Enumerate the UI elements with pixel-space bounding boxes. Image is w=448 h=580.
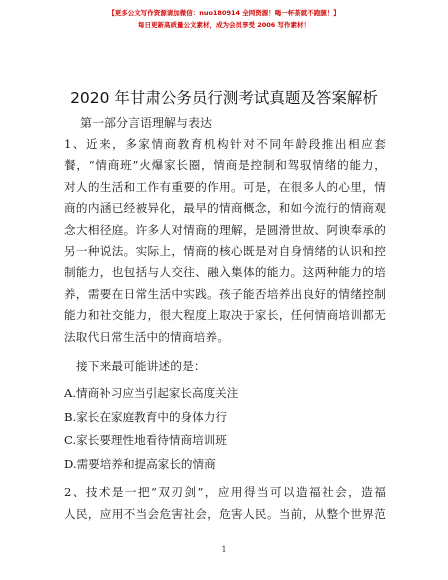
passage-line: 能力和社交能力，很大程度上取决于家长，任何情商培训都无 <box>64 308 386 323</box>
promo-banner-line2: 每日更新高质量公文素材，成为会员享受 2006 写作素材！ <box>137 21 311 29</box>
option-a: A.情商补习应当引起家长高度关注 <box>64 386 239 401</box>
section-heading: 第一部分言语理解与表达 <box>80 116 213 130</box>
passage-line: 养，需要在日常生活中实践。孩子能否培养出良好的情绪控制 <box>64 286 386 301</box>
option-d: D.需要培养和提高家长的情商 <box>64 456 216 471</box>
passage-line: 制能力，也包括与人交往、融入集体的能力。这两种能力的培 <box>64 265 386 280</box>
passage-line: 另一种说法。实际上，情商的核心既是对自身情绪的认识和控 <box>64 244 386 259</box>
passage-line: 法取代日常生活中的情商培养。 <box>64 329 230 344</box>
passage-line: 餐，“情商班”火爆家长圈，情商是控制和驾驭情绪的能力， <box>64 158 386 173</box>
option-b: B.家长在家庭教育中的身体力行 <box>64 409 227 424</box>
passage-line: 1、近来，多家情商教育机构针对不同年龄段推出相应套 <box>64 137 386 151</box>
passage-line: 商的内涵已经被异化，最早的情商概念，和如今流行的情商观 <box>64 201 386 216</box>
document-title: 2020 年甘肃公务员行测考试真题及答案解析 <box>70 89 378 107</box>
question-1-prompt <box>64 356 386 377</box>
prompt-text: 接下来最可能讲述的是： <box>76 359 206 374</box>
option-c: C.家长要理性地看待情商培训班 <box>64 433 227 448</box>
question-2-passage <box>64 482 386 525</box>
passage-line: 人民，应用不当会危害社会，危害人民。当前，从整个世界范 <box>64 506 386 521</box>
page-number: 1 <box>221 545 227 554</box>
document-body <box>64 134 386 525</box>
passage-line: 念大相径庭。许多人对情商的理解，是圆滑世故、阿谀奉承的 <box>64 222 386 237</box>
question-1-passage <box>64 134 386 348</box>
passage-line: 对人的生活和工作有重要的作用。可是，在很多人的心里，情 <box>64 179 386 194</box>
passage-line: 2、技术是一把“双刃剑”，应用得当可以造福社会，造福 <box>64 485 386 500</box>
promo-banner-line1: 【更多公文写作资源请加微信：nuo180914 全网资源！喝一杯茶就不跑腿！】 <box>108 9 340 17</box>
